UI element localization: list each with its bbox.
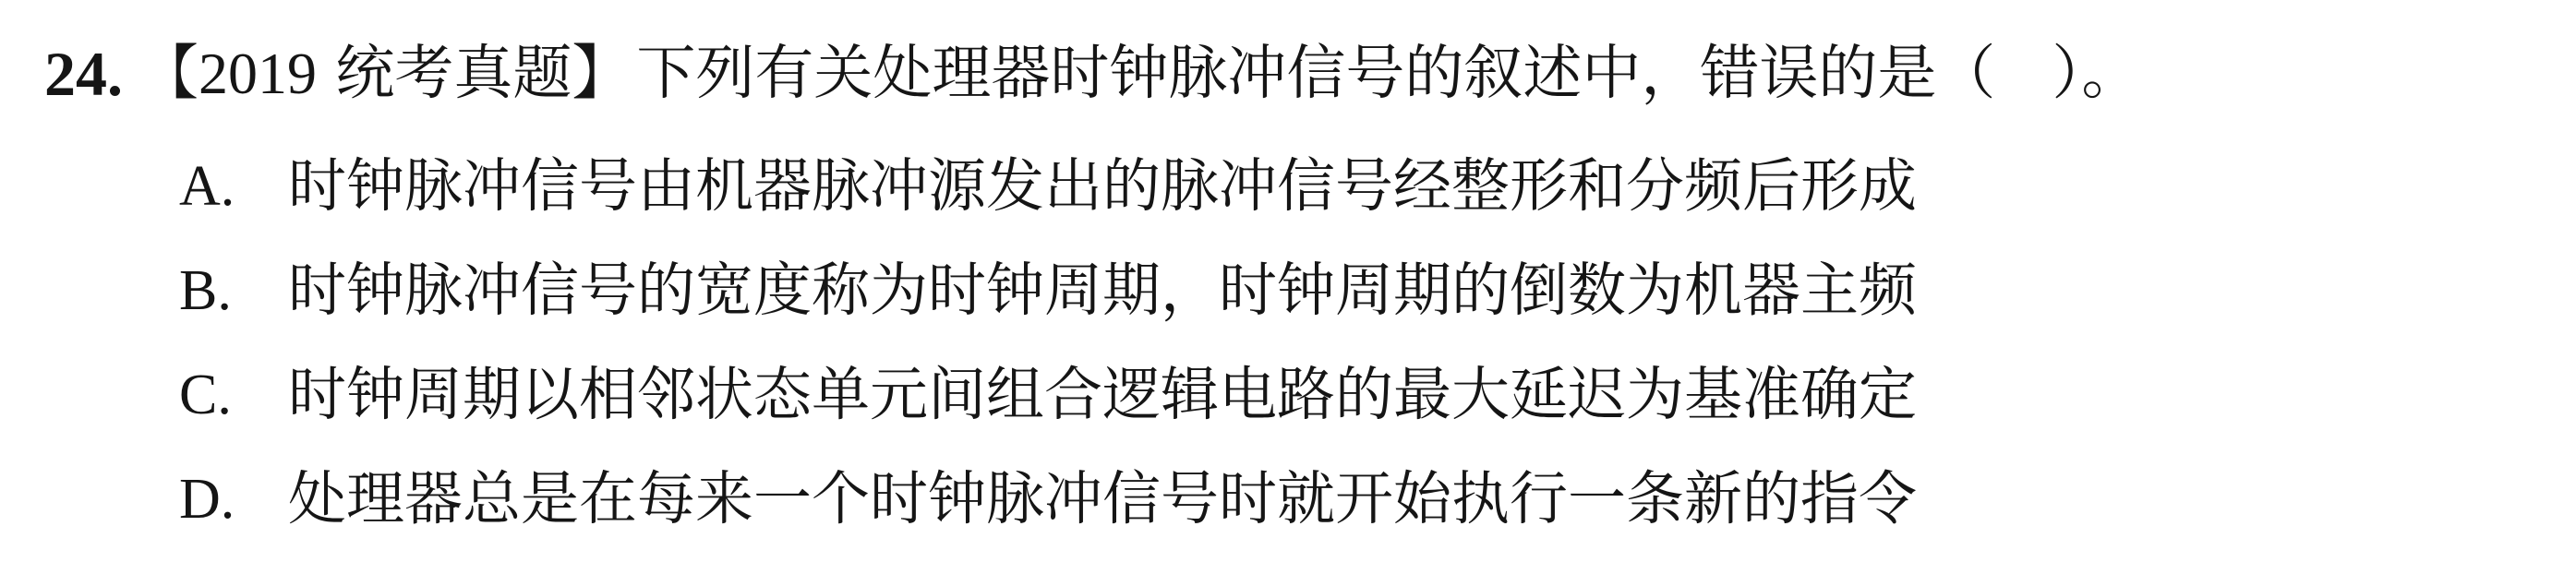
option-letter: A. <box>179 155 235 218</box>
exam-source-tag <box>139 28 631 120</box>
option-a <box>179 140 1917 233</box>
option-letter: C. <box>179 364 232 426</box>
source-year: 2019 <box>199 41 317 106</box>
option-d <box>179 453 1917 545</box>
option-letter: B. <box>179 259 232 322</box>
option-text: 时钟脉冲信号由机器脉冲源发出的脉冲信号经整形和分频后形成 <box>288 152 1917 220</box>
question-text: 下列有关处理器时钟脉冲信号的叙述中，错误的是（ <box>636 40 1996 108</box>
option-text: 时钟脉冲信号的宽度称为时钟周期，时钟周期的倒数为机器主频 <box>288 257 1917 324</box>
option-letter: D. <box>179 468 235 531</box>
question-number: 24. <box>44 39 123 109</box>
source-label: 统考真题 <box>317 40 572 108</box>
option-c <box>179 349 1917 441</box>
option-text: 处理器总是在每来一个时钟脉冲信号时就开始执行一条新的指令 <box>288 465 1917 532</box>
option-text: 时钟周期以相邻状态单元间组合逻辑电路的最大延迟为基准确定 <box>288 361 1917 428</box>
option-b <box>179 245 1917 337</box>
question-stem <box>44 28 2140 120</box>
question-text-end: ）。 <box>2052 40 2141 108</box>
source-bracket-open: 【 <box>139 40 199 108</box>
source-bracket-close: 】 <box>572 40 632 108</box>
answer-blank <box>1995 28 2052 120</box>
